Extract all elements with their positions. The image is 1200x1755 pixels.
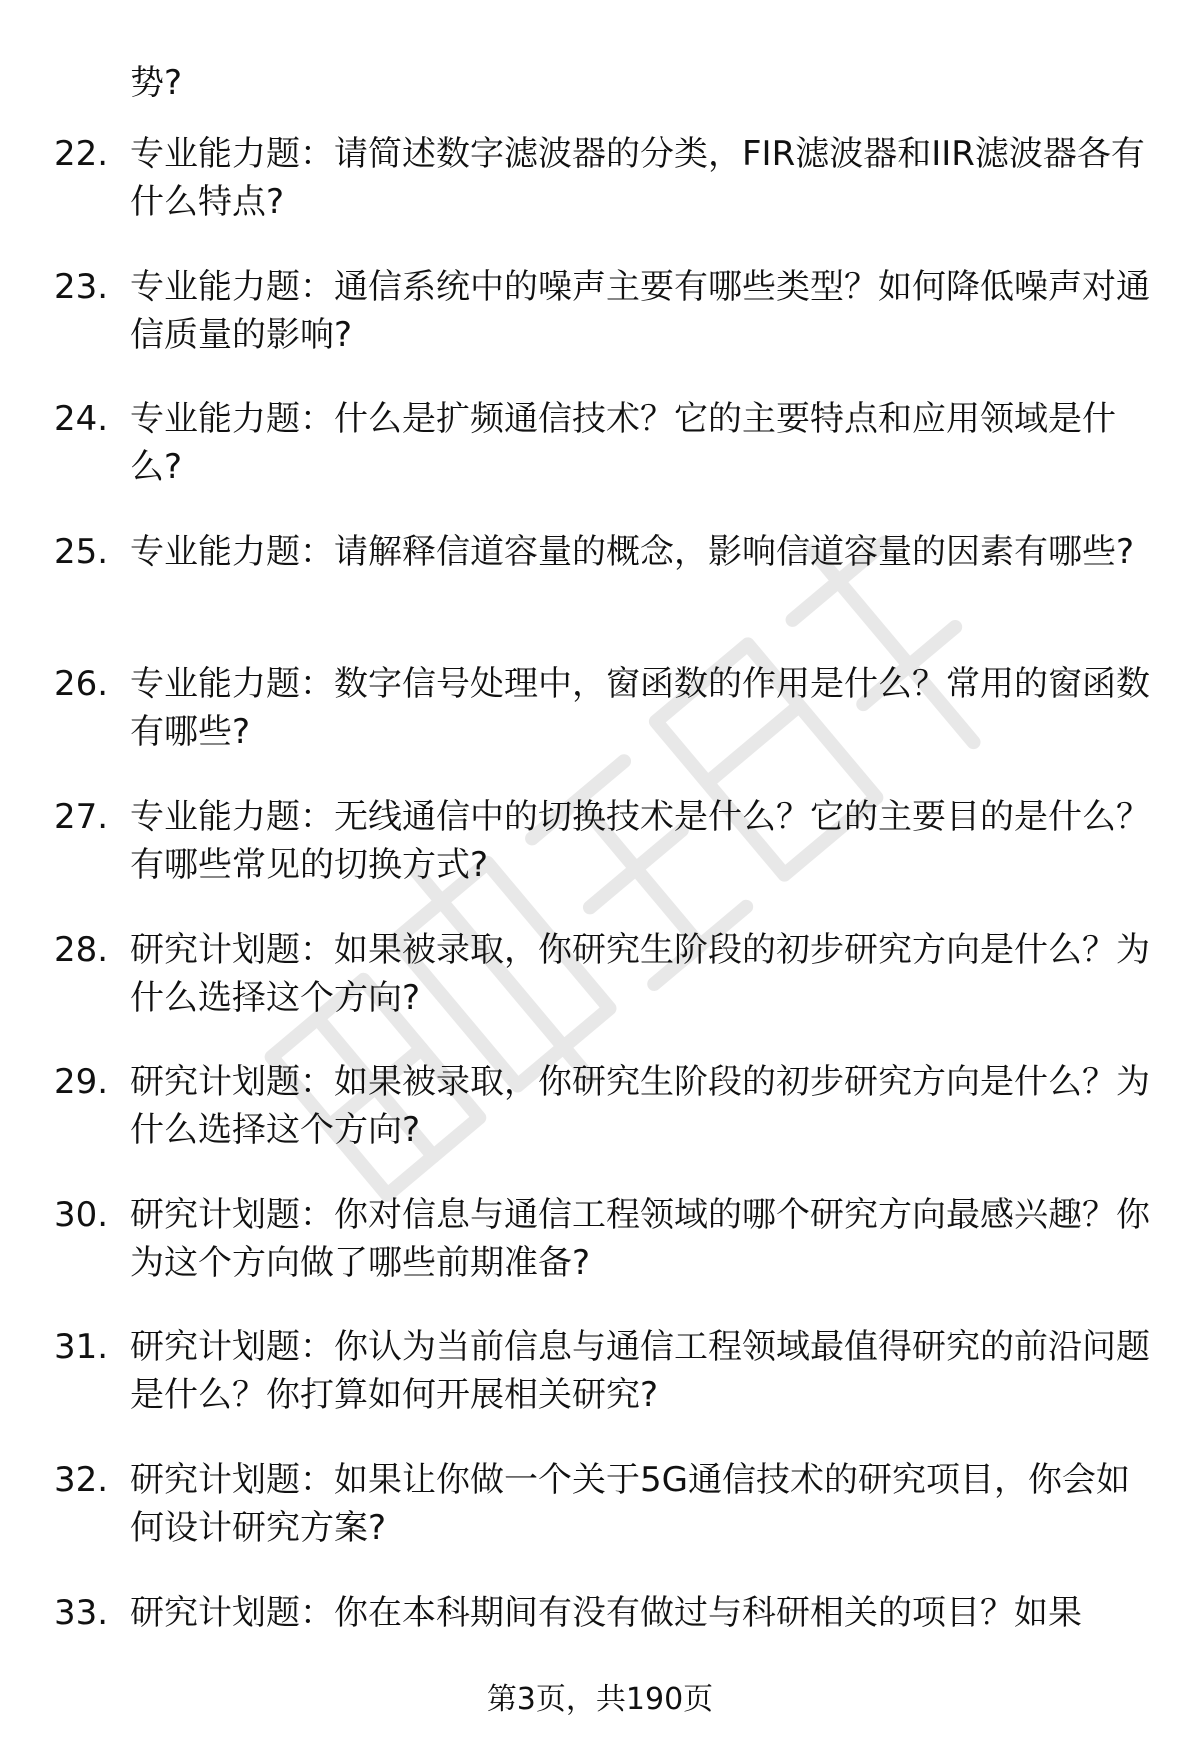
question-item [0, 1456, 1200, 1589]
question-item [0, 395, 1200, 528]
question-number: 23. [54, 266, 109, 307]
question-text: 研究计划题：如果被录取，你研究生阶段的初步研究方向是什么？为什么选择这个方向? [130, 929, 1150, 1018]
question-text: 专业能力题：无线通信中的切换技术是什么？它的主要目的是什么？有哪些常见的切换方式? [130, 796, 1150, 885]
question-number: 32. [54, 1459, 109, 1500]
question-item [0, 130, 1200, 263]
question-item [0, 263, 1200, 396]
question-item [0, 660, 1200, 793]
question-item [0, 528, 1200, 661]
question-item [0, 1323, 1200, 1456]
question-item [0, 793, 1200, 926]
question-number: 29. [54, 1062, 109, 1103]
continuation-text: 势? [130, 63, 183, 103]
question-number: 31. [54, 1327, 109, 1368]
question-text: 研究计划题：如果让你做一个关于5G通信技术的研究项目，你会如何设计研究方案? [130, 1459, 1130, 1548]
page-footer: 第3页，共190页 [486, 1682, 714, 1717]
question-number: 25. [54, 531, 109, 572]
question-number: 28. [54, 929, 109, 970]
question-text: 专业能力题：请简述数字滤波器的分类，FIR滤波器和IIR滤波器各有什么特点? [130, 134, 1145, 222]
question-text: 研究计划题：你在本科期间有没有做过与科研相关的项目？如果 [130, 1592, 1082, 1633]
question-item [0, 926, 1200, 1059]
question-number: 22. [54, 134, 109, 174]
question-item [0, 1058, 1200, 1191]
question-number: 24. [54, 399, 109, 440]
question-text: 专业能力题：通信系统中的噪声主要有哪些类型？如何降低噪声对通信质量的影响? [130, 266, 1150, 355]
question-text: 研究计划题：你认为当前信息与通信工程领域最值得研究的前沿问题是什么？你打算如何开展相关研究? [130, 1327, 1150, 1416]
question-text: 研究计划题：如果被录取，你研究生阶段的初步研究方向是什么？为什么选择这个方向? [130, 1062, 1150, 1151]
question-number: 27. [54, 796, 109, 837]
question-text: 专业能力题：数字信号处理中，窗函数的作用是什么？常用的窗函数有哪些? [130, 664, 1150, 753]
question-number: 33. [54, 1592, 109, 1633]
question-number: 30. [54, 1194, 109, 1235]
question-text: 研究计划题：你对信息与通信工程领域的哪个研究方向最感兴趣？你为这个方向做了哪些前期准备? [130, 1194, 1150, 1283]
question-text: 专业能力题：请解释信道容量的概念，影响信道容量的因素有哪些? [130, 531, 1135, 572]
question-list [0, 130, 1200, 1721]
question-item [0, 1191, 1200, 1324]
question-text: 专业能力题：什么是扩频通信技术？它的主要特点和应用领域是什么? [130, 399, 1116, 488]
question-number: 26. [54, 664, 109, 705]
